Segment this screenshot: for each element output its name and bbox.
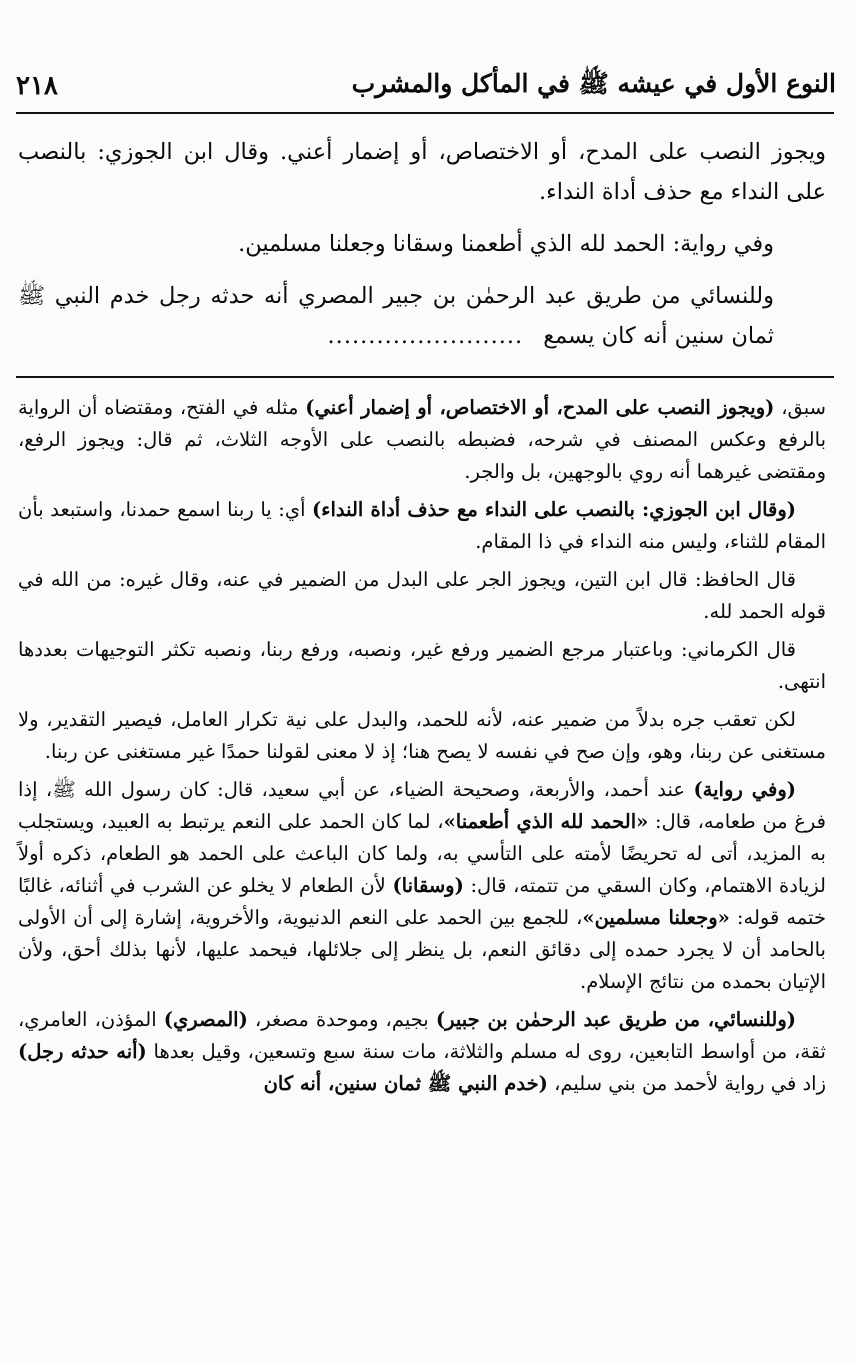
commentary-paragraph: (وقال ابن الجوزي: بالنصب على النداء مع حذف أداة النداء) أي: يا ربنا اسمع حمدنا، واستبعد بأن المقام للثناء، وليس منه النداء في ذا المقام.	[18, 498, 826, 553]
commentary-paragraph: قال الحافظ: قال ابن التين، ويجوز الجر على البدل من الضمير في عنه، وقال غيره: من الله في قوله الحمد لله.	[18, 568, 826, 623]
main-paragraph: وفي رواية: الحمد لله الذي أطعمنا وسقانا وجعلنا مسلمين.	[238, 231, 774, 257]
commentary-paragraph: (وفي رواية) عند أحمد، والأربعة، وصحيحة الضياء، عن أبي سعيد، قال: كان رسول الله ﷺ، إذا فرغ من طعامه، قال: «الحمد لله الذي أطعمنا»، لما كان الحمد على النعم يرتبط به العبيد، ويستجلب به المزيد، أتى له تحريضًا لأمته على التأسي به، ولما كان الباعث على الحمد هو الطعام، ذكره أولاً لزيادة الاهتمام، وكان السقي من تتمته، قال: (وسقانا) لأن الطعام لا يخلو عن الشرب في أثنائه، غالبًا ختمه قوله: «وجعلنا مسلمين»، للجمع بين الحمد على النعم الدنيوية، والأخروية، إشارة إلى أن الأولى بالحامد أن لا يجرد حمده إلى دقائق النعم، بل ينظر إلى جلائلها، فيحمد عليها، لأنها بذلك أحق، ولأن الإتيان بحمده من نتائج الإسلام.	[18, 778, 826, 993]
commentary-text	[18, 392, 826, 1106]
continuation-dots: ........................	[327, 323, 524, 349]
page-number: ٢١٨	[16, 71, 58, 101]
main-text	[18, 132, 826, 368]
main-paragraph: وللنسائي من طريق عبد الرحمٰن بن جبير المصري أنه حدثه رجل خدم النبي ﷺ ثمان سنين أنه كان يسمع........................	[18, 276, 826, 356]
commentary-separator	[16, 376, 834, 378]
page-header	[16, 64, 836, 108]
header-rule	[16, 112, 834, 114]
commentary-paragraph: (وللنسائي، من طريق عبد الرحمٰن بن جبير) بجيم، وموحدة مصغر، (المصري) المؤذن، العامري، ثقة، من أواسط التابعين، روى له مسلم والثلاثة، مات سنة سبع وتسعين، وقيل بعدها (أنه حدثه رجل) زاد في رواية لأحمد من بني سليم، (خدم النبي ﷺ ثمان سنين، أنه كان	[18, 1008, 826, 1095]
commentary-paragraph: سبق، (ويجوز النصب على المدح، أو الاختصاص، أو إضمار أعني) مثله في الفتح، ومقتضاه أن الرواية بالرفع وعكس المصنف في شرحه، فضبطه بالنصب على الأوجه الثلاث، ثم قال: ويجوز الرفع، ومقتضى غيرهما أنه روي بالوجهين، بل والجر.	[18, 396, 827, 483]
commentary-paragraph: قال الكرماني: وباعتبار مرجع الضمير ورفع غير، ونصبه، ورفع ربنا، ونصبه تكثر التوجيهات بعددها انتهى.	[18, 638, 826, 693]
main-paragraph: ويجوز النصب على المدح، أو الاختصاص، أو إضمار أعني. وقال ابن الجوزي: بالنصب على النداء مع حذف أداة النداء.	[18, 139, 826, 205]
running-title: النوع الأول في عيشه ﷺ في المأكل والمشرب	[351, 68, 836, 98]
commentary-paragraph: لكن تعقب جره بدلاً من ضمير عنه، لأنه للحمد، والبدل على نية تكرار العامل، فيصير التقدير، ولا مستغنى عن ربنا، وهو، وإن صح في نفسه لا يصح هنا؛ إذ لا معنى لقولنا حمدًا غير مستغنى عن ربنا.	[18, 708, 826, 763]
